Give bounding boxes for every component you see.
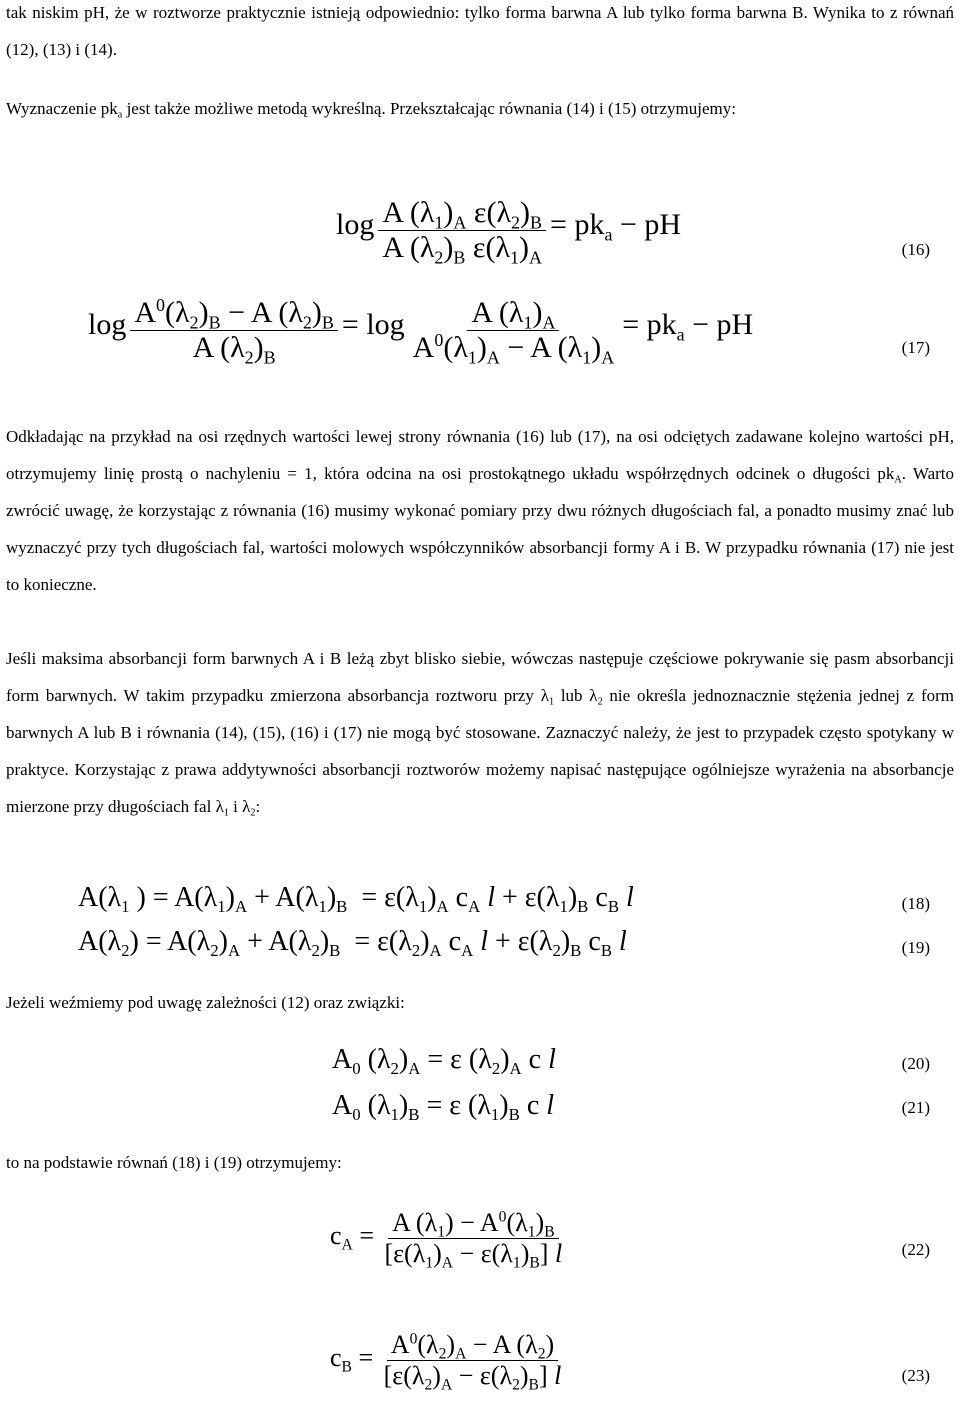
denominator: A $(\lambda_2)_B$ $\varepsilon(\lambda_1)_A$ bbox=[382, 231, 543, 268]
subscript: A bbox=[894, 474, 902, 486]
denominator: $A^0(\lambda_1)_A - A$ $(\lambda_1)_A$ bbox=[412, 330, 615, 368]
equation-number-18: (18) bbox=[901, 894, 930, 913]
text-segment: : bbox=[255, 797, 261, 816]
equation-number-21: (21) bbox=[901, 1098, 930, 1117]
numerator: $A^0(\lambda_2)_B - A$ $(\lambda_2)_B$ bbox=[130, 296, 338, 331]
subscript: 1 bbox=[223, 807, 229, 819]
paragraph-relations: Jeżeli weźmiemy pod uwagę zależności (12) oraz związki: bbox=[6, 993, 405, 1012]
numerator: A $(\lambda_1)_A$ $\varepsilon(\lambda_2)_B$ bbox=[378, 196, 546, 231]
equation-22 bbox=[330, 1208, 566, 1272]
equation-number-16: (16) bbox=[901, 240, 930, 259]
subscript: 2 bbox=[250, 807, 256, 819]
text-segment: . Warto zwrócić uwagę, że korzystając z równania (16) musimy wykonać pomiary przy dwu różnych długościach fal, a ponadto musimy znać lub wyznaczyć przy tych długościach fal, wartości molowych współczynników absorbancji formy A i B. W przypadku równania (17) nie jest to konieczne. bbox=[6, 464, 955, 594]
lhs: $c_B$ = bbox=[330, 1343, 374, 1376]
equation-17 bbox=[88, 295, 754, 368]
paragraph-overlap bbox=[6, 640, 954, 825]
numerator: $A^0(\lambda_2)_A - A$ $(\lambda_2)$ bbox=[387, 1330, 558, 1361]
equation-number-20: (20) bbox=[901, 1054, 930, 1073]
denominator: A $(\lambda_2)_B$ bbox=[192, 331, 276, 368]
equation-19: $A(\lambda_2) = A(\lambda_2)_A + A(\lambda_2)_B = \varepsilon(\lambda_2)_A$ $c_A$ $l + \varepsilon(\lambda_2)_B$ $c_B$ l bbox=[78, 926, 627, 960]
paragraph-explanation bbox=[6, 418, 954, 603]
paragraph-graphical-method bbox=[6, 90, 954, 127]
fraction bbox=[380, 1330, 566, 1394]
fraction-left bbox=[130, 295, 338, 368]
text-segment: Wyznaczenie pk bbox=[6, 99, 118, 118]
text-segment: Odkładając na przykład na osi rzędnych wartości lewej strony równania (16) lub (17), na osi odciętych zadawane kolejno wartości pH, otrzymujemy linię prostą o nachyleniu = 1, która odcina na osi prostokątnego układu współrzędnych odcinek o długości pk bbox=[6, 427, 954, 483]
text-segment: i λ bbox=[228, 797, 251, 816]
fraction bbox=[378, 196, 546, 268]
equation-20: $A_0$ $(\lambda_2)_A = \varepsilon$ $(\lambda_2)_A$ c l bbox=[332, 1044, 556, 1078]
equation-number-22: (22) bbox=[901, 1240, 930, 1259]
equation-21: $A_0$ $(\lambda_1)_B = \varepsilon$ $(\lambda_1)_B$ c l bbox=[332, 1090, 555, 1124]
paragraph-derivation: to na podstawie równań (18) i (19) otrzymujemy: bbox=[6, 1153, 342, 1172]
equation-number-23: (23) bbox=[901, 1366, 930, 1385]
equals-log: = log bbox=[341, 308, 405, 342]
fraction bbox=[380, 1208, 566, 1272]
text-segment: nie określa jednoznacznie stężenia jednej z form barwnych A lub B i równania (14), (15), (16) i (17) nie mogą być stosowane. Zaznaczyć należy, że jest to przypadek często spotykany w praktyce. Korzystając z prawa addytywności absorbancji roztworów możemy napisać następujące ogólniejsze wyrażenia na absorbancje mierzone przy długościach fal λ bbox=[6, 686, 955, 816]
equation-16 bbox=[336, 196, 682, 268]
log-label: log bbox=[336, 208, 375, 242]
denominator: $[\varepsilon(\lambda_1)_A - \varepsilon(\lambda_1)_B]$ l bbox=[384, 1239, 563, 1272]
paragraph-intro: tak niskim pH, że w roztworze praktycznie istnieją odpowiednio: tylko forma barwna A lub tylko forma barwna B. Wynika to z równań (12), (13) i (14). bbox=[6, 3, 954, 59]
equation-23 bbox=[330, 1330, 565, 1394]
denominator: $[\varepsilon(\lambda_2)_A - \varepsilon(\lambda_2)_B]$ l bbox=[383, 1361, 562, 1394]
subscript: a bbox=[117, 109, 123, 121]
subscript: 1 bbox=[548, 696, 555, 708]
numerator: A $(\lambda_1)_A$ bbox=[467, 296, 559, 331]
subscript: 2 bbox=[597, 696, 603, 708]
log-label: log bbox=[88, 308, 127, 342]
equation-number-17: (17) bbox=[901, 338, 930, 357]
numerator: A $(\lambda_1) - A^0(\lambda_1)_B$ bbox=[388, 1208, 559, 1239]
fraction-right bbox=[409, 296, 619, 368]
equation-number-19: (19) bbox=[901, 938, 930, 957]
text-segment: lub λ bbox=[554, 686, 598, 705]
equals-sign: = $pk_a$ − pH bbox=[550, 208, 682, 245]
lhs: $c_A$ = bbox=[330, 1221, 374, 1254]
text-segment: Jeśli maksima absorbancji form barwnych A i B leżą zbyt blisko siebie, wówczas następuje częściowe pokrywanie się pasm absorbancji form barwnych. W takim przypadku zmierzona absorbancja roztworu przy λ bbox=[6, 649, 954, 705]
equals-pk: = $pk_a$ − pH bbox=[622, 308, 754, 345]
text-segment: jest także możliwe metodą wykreślną. Przekształcając równania (14) i (15) otrzymujemy: bbox=[122, 99, 736, 118]
equation-18: $A(\lambda_1$ ) = $A(\lambda_1)_A + A(\lambda_1)_B = \varepsilon(\lambda_1)_A$ $c_A$ $l + \varepsilon(\lambda_1)_B$ $c_B$ l bbox=[78, 882, 634, 916]
